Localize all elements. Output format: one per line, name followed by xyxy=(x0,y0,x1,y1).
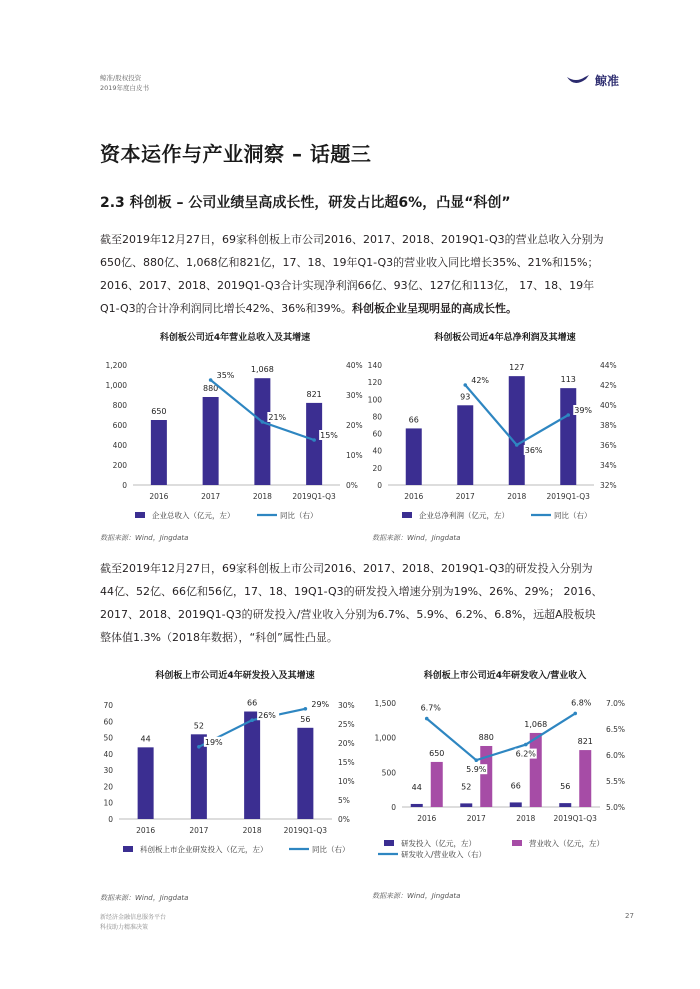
legend-label: 研发收入/营业收入（右） xyxy=(401,850,487,859)
bar-value-label: 93 xyxy=(460,392,471,402)
x-tick-label: 2017 xyxy=(455,492,475,501)
y-right-tick-label: 25% xyxy=(338,720,355,729)
y-left-tick-label: 1,500 xyxy=(374,699,396,708)
bar xyxy=(510,802,522,807)
whale-tail-icon xyxy=(566,74,590,88)
line-point xyxy=(566,413,570,417)
y-left-tick-label: 600 xyxy=(112,421,127,430)
x-tick-label: 2018 xyxy=(242,826,262,835)
chart3-source: 数据来源：Wind，Jingdata xyxy=(100,894,189,902)
line-value-label: 6.8% xyxy=(571,698,592,708)
legend-swatch xyxy=(402,512,412,518)
bar xyxy=(431,762,443,807)
bar-value-label: 52 xyxy=(461,782,472,792)
bar xyxy=(530,733,542,807)
y-left-tick-label: 1,000 xyxy=(105,381,127,390)
y-right-tick-label: 10% xyxy=(338,777,355,786)
line-value-label: 29% xyxy=(311,699,330,709)
line-point xyxy=(261,420,265,424)
y-right-tick-label: 44% xyxy=(600,361,617,370)
y-right-tick-label: 30% xyxy=(346,391,363,400)
y-left-tick-label: 40 xyxy=(103,749,113,759)
y-left-tick-label: 0 xyxy=(108,815,113,824)
chart1-source: 数据来源：Wind，Jingdata xyxy=(100,534,189,542)
y-left-tick-label: 400 xyxy=(112,441,127,450)
x-tick-label: 2018 xyxy=(516,814,536,823)
bar-value-label: 44 xyxy=(140,734,151,744)
legend-swatch xyxy=(123,846,133,852)
x-tick-label: 2018 xyxy=(252,492,272,501)
chart3-title: 科创板上市公司近4年研发投入及其增速 xyxy=(155,671,315,681)
bar xyxy=(460,803,472,807)
line-series xyxy=(427,713,576,760)
legend-label: 同比（右） xyxy=(280,511,318,520)
line-value-label: 35% xyxy=(216,371,235,380)
x-tick-label: 2017 xyxy=(201,492,221,501)
bar-value-label: 127 xyxy=(509,363,525,373)
bar-value-label: 821 xyxy=(577,737,593,747)
chart1-title: 科创板公司近4年营业总收入及其增速 xyxy=(159,333,311,343)
y-left-tick-label: 20 xyxy=(372,463,382,473)
legend-swatch xyxy=(384,840,394,846)
line-point xyxy=(515,443,519,447)
line-value-label: 26% xyxy=(258,711,276,721)
bar xyxy=(559,803,571,807)
y-left-tick-label: 50 xyxy=(103,733,113,743)
line-point xyxy=(209,378,213,382)
bar xyxy=(254,378,270,485)
y-right-tick-label: 20% xyxy=(338,739,355,748)
x-tick-label: 2019Q1-Q3 xyxy=(546,492,590,501)
y-left-tick-label: 1,000 xyxy=(374,733,396,743)
bar-value-label: 44 xyxy=(411,782,422,792)
bar-value-label: 880 xyxy=(478,732,494,742)
bar-value-label: 66 xyxy=(247,698,258,708)
legend-label: 营业收入（亿元，左） xyxy=(529,839,604,848)
footer-line-2: 科技助力精准决策 xyxy=(100,924,149,931)
x-tick-label: 2019Q1-Q3 xyxy=(553,814,597,823)
legend-swatch xyxy=(135,512,145,518)
bar xyxy=(411,804,423,807)
y-right-tick-label: 40% xyxy=(600,401,617,410)
chart-rnd-investment xyxy=(95,695,380,865)
line-value-label: 39% xyxy=(574,406,593,415)
line-value-label: 42% xyxy=(471,376,490,385)
y-right-tick-label: 32% xyxy=(600,481,617,490)
bar-value-label: 56 xyxy=(300,714,311,724)
line-point xyxy=(573,712,577,716)
y-left-tick-label: 120 xyxy=(367,378,382,388)
x-tick-label: 2019Q1-Q3 xyxy=(292,492,336,501)
y-left-tick-label: 60 xyxy=(372,429,382,439)
chart2-source: 数据来源：Wind，Jingdata xyxy=(372,534,461,542)
legend-label: 科创板上市企业研发投入（亿元，左） xyxy=(140,845,268,854)
bar xyxy=(457,405,473,485)
legend-label: 研发投入（亿元，左） xyxy=(401,839,476,848)
paragraph-revenue xyxy=(100,228,605,320)
y-left-tick-label: 40 xyxy=(372,446,382,456)
y-left-tick-label: 100 xyxy=(367,395,382,405)
y-right-tick-label: 0% xyxy=(338,815,350,824)
y-right-tick-label: 5% xyxy=(338,796,350,805)
y-right-tick-label: 42% xyxy=(600,381,617,390)
y-right-tick-label: 15% xyxy=(338,758,355,767)
legend-label: 企业总净利润（亿元，左） xyxy=(419,511,509,520)
y-left-tick-label: 800 xyxy=(112,401,127,410)
header-breadcrumb: 鲸准/股权投资 xyxy=(100,74,142,82)
bar xyxy=(151,420,167,485)
bar xyxy=(406,428,422,485)
x-tick-label: 2016 xyxy=(404,492,424,501)
y-right-tick-label: 0% xyxy=(346,481,358,490)
legend-swatch xyxy=(512,840,522,846)
bar-value-label: 880 xyxy=(202,384,219,393)
bar xyxy=(297,728,313,819)
y-right-tick-label: 34% xyxy=(600,461,617,470)
bar xyxy=(306,403,322,485)
chart-rnd-ratio xyxy=(362,695,642,870)
bar-value-label: 1,068 xyxy=(524,719,548,729)
line-point xyxy=(312,438,316,442)
bar-value-label: 650 xyxy=(151,407,167,416)
chart-revenue xyxy=(95,355,375,535)
y-left-tick-label: 10 xyxy=(103,798,113,808)
page-title: 资本运作与产业洞察 – 话题三 xyxy=(100,142,372,166)
line-point xyxy=(524,743,528,747)
line-value-label: 6.2% xyxy=(515,749,536,759)
y-right-tick-label: 20% xyxy=(346,421,363,430)
y-right-tick-label: 6.5% xyxy=(606,725,626,734)
y-left-tick-label: 140 xyxy=(367,361,382,370)
y-left-tick-label: 0 xyxy=(391,803,396,812)
y-left-tick-label: 1,200 xyxy=(105,361,127,370)
chart2-title: 科创板公司近4年总净利润及其增速 xyxy=(434,333,576,343)
bar-value-label: 1,068 xyxy=(250,365,274,375)
y-right-tick-label: 40% xyxy=(346,361,363,370)
y-right-tick-label: 36% xyxy=(600,441,617,450)
brand-name: 鲸准 xyxy=(595,74,620,88)
y-right-tick-label: 6.0% xyxy=(606,751,626,760)
bar xyxy=(509,376,525,485)
y-left-tick-label: 0 xyxy=(122,481,127,490)
paragraph-revenue-text: 截至2019年12月27日，69家科创板上市公司2016、2017、2018、2019Q1-Q3的营业总收入分别为650亿、880亿、1,068亿和821亿，17、18、19年Q1-Q3的营业收入同比增长35%、21%和15%；2016、2017、2018、2019Q1-Q3合计实现净利润66亿、93亿、127亿和113亿， 17、18、19年Q1-Q3的合计净利润同比增长42%、36%和39%。 xyxy=(100,233,604,315)
bar-value-label: 66 xyxy=(510,781,521,791)
x-tick-label: 2018 xyxy=(507,492,527,501)
bar xyxy=(138,747,154,819)
line-value-label: 15% xyxy=(320,431,338,440)
y-right-tick-label: 38% xyxy=(600,421,617,430)
y-left-tick-label: 500 xyxy=(381,768,396,778)
line-value-label: 19% xyxy=(204,737,223,747)
y-left-tick-label: 200 xyxy=(112,461,127,470)
legend-label: 同比（右） xyxy=(554,511,592,520)
bar xyxy=(244,712,260,819)
header-report-name: 2019年度白皮书 xyxy=(100,84,150,92)
y-left-tick-label: 60 xyxy=(103,717,113,727)
footer-tagline xyxy=(100,913,166,933)
line-point xyxy=(463,383,467,387)
legend-label: 同比（右） xyxy=(312,845,350,854)
line-value-label: 5.9% xyxy=(466,765,487,775)
bar-value-label: 113 xyxy=(560,375,576,385)
y-left-tick-label: 70 xyxy=(103,701,113,710)
y-right-tick-label: 7.0% xyxy=(606,699,626,708)
x-tick-label: 2019Q1-Q3 xyxy=(283,826,328,835)
x-tick-label: 2016 xyxy=(417,814,437,823)
bar-value-label: 821 xyxy=(306,389,322,399)
y-right-tick-label: 10% xyxy=(346,451,363,460)
x-tick-label: 2016 xyxy=(149,492,169,501)
y-left-tick-label: 20 xyxy=(103,782,113,792)
chart4-source: 数据来源：Wind，Jingdata xyxy=(372,892,461,900)
x-tick-label: 2017 xyxy=(466,814,486,823)
y-right-tick-label: 5.5% xyxy=(606,777,626,786)
bar xyxy=(560,388,576,485)
section-subtitle: 2.3 科创板 – 公司业绩呈高成长性，研发占比超6%，凸显“科创” xyxy=(100,195,511,211)
x-tick-label: 2017 xyxy=(189,826,209,835)
y-right-tick-label: 30% xyxy=(338,701,355,710)
y-left-tick-label: 30 xyxy=(103,766,113,776)
y-right-tick-label: 5.0% xyxy=(606,803,626,812)
bar xyxy=(579,750,591,807)
y-left-tick-label: 0 xyxy=(377,481,382,490)
line-value-label: 6.7% xyxy=(420,703,441,713)
line-value-label: 36% xyxy=(524,446,543,455)
line-point xyxy=(250,718,254,722)
bar-value-label: 52 xyxy=(193,721,204,731)
paragraph-revenue-highlight: 科创板企业呈现明显的高成长性。 xyxy=(352,302,518,315)
page-number: 27 xyxy=(625,912,634,920)
bar-value-label: 66 xyxy=(408,415,419,425)
paragraph-rnd: 截至2019年12月27日，69家科创板上市公司2016、2017、2018、2019Q1-Q3的研发投入分别为44亿、52亿、66亿和56亿，17、18、19Q1-Q3的研发投入增速分别为19%、26%、29%； 2016、2017、2018、2019Q1-Q3的研发投入/营业收入分别为6.7%、5.9%、6.2%、6.8%，远超A股板块整体值1.3%（2018年数据），“科创”属性凸显。 xyxy=(100,562,603,644)
line-value-label: 21% xyxy=(268,413,287,422)
footer-line-1: 新经济金融信息服务平台 xyxy=(100,914,167,921)
bar-value-label: 650 xyxy=(429,748,445,758)
bar xyxy=(203,397,219,485)
chart4-title: 科创板上市公司近4年研发收入/营业收入 xyxy=(423,671,587,681)
line-point xyxy=(197,745,201,749)
line-point xyxy=(425,717,429,721)
brand-logo xyxy=(566,72,619,89)
legend-label: 企业总收入（亿元，左） xyxy=(152,511,235,520)
line-point xyxy=(474,758,478,762)
x-tick-label: 2016 xyxy=(136,826,156,835)
y-left-tick-label: 80 xyxy=(372,412,382,422)
bar-value-label: 56 xyxy=(560,782,571,792)
chart-net-profit xyxy=(362,355,642,535)
line-point xyxy=(304,707,308,711)
